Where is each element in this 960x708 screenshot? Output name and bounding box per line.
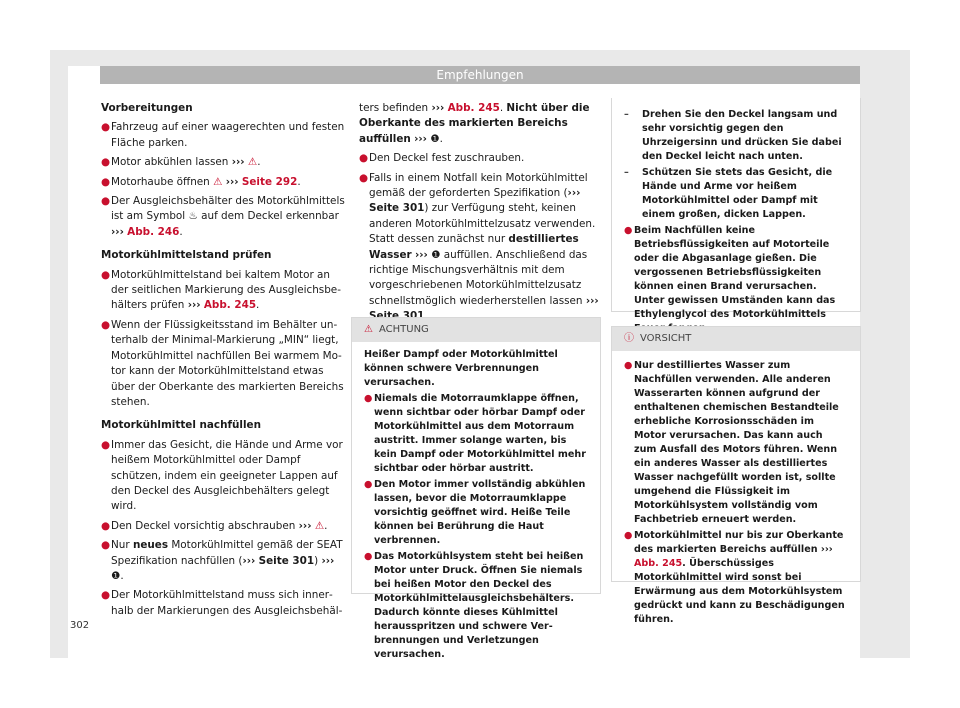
reference-arrow-icon: ›››: [567, 187, 581, 200]
bullet-icon: ●: [101, 268, 111, 281]
list-item: – Schützen Sie stets das Gesicht, die Hände und Arme vor heißem Motorkühlmittel oder Dampf mit einem großen, dicken Lappen.: [624, 167, 833, 220]
warning-triangle-icon[interactable]: ⚠: [247, 156, 258, 169]
warning-header: ⚠ ACHTUNG: [352, 318, 600, 342]
warning-box-continued: [611, 98, 861, 320]
bullet-icon: ●: [624, 360, 633, 371]
bullet-icon: ●: [101, 589, 111, 602]
figure-reference-link[interactable]: Abb. 245: [203, 299, 257, 312]
bullet-icon: ●: [359, 171, 369, 184]
list-item: ●Wenn der Flüssigkeitsstand im Behälter unterhalb der Minimal-Markierung „MIN“ liegt, Motorkühlmittel nachfüllen Bei warmem Motor kann der Motorkühlmittelstand etwas über der Oberkante des markierten Bereichs stehen.: [101, 318, 344, 408]
reference-arrow-icon: ›››: [414, 132, 427, 145]
page-number: 302: [70, 620, 90, 631]
figure-reference-link[interactable]: Abb. 245: [447, 102, 500, 114]
warning-triangle-icon[interactable]: ⚠: [213, 175, 223, 188]
list-item: ●Motorhaube öffnen ⚠ ››› Seite 292.: [101, 175, 346, 190]
column-1: [101, 101, 346, 619]
list-item: ● Beim Nachfüllen keine Betriebsflüssigkeiten auf Motorteile oder die Abgasanlage gießen. Die vergossenen Betriebsflüssigkeiten können einen Brand verursachen. Unter gewissen Umständen kann das Ethylenglycol des Motorkühlmittels: [624, 225, 836, 320]
reference-arrow-icon: ›››: [820, 544, 833, 555]
bullet-icon: ●: [364, 551, 373, 562]
reference-arrow-icon: ›››: [321, 554, 335, 567]
caution-body: [612, 351, 860, 635]
reference-arrow-icon: ›››: [431, 102, 445, 114]
heading-vorbereitungen: Vorbereitungen: [101, 102, 193, 114]
caution-header: ⓘ VORSICHT: [612, 327, 860, 351]
page-reference-link[interactable]: Seite 301: [258, 554, 315, 567]
page-reference-link[interactable]: Seite 301: [369, 202, 425, 215]
dash-bullet-icon: –: [624, 167, 629, 178]
bullet-icon: ●: [101, 156, 111, 169]
bullet-icon: ●: [101, 175, 111, 188]
reference-arrow-icon: ›››: [187, 299, 201, 312]
list-item: ● Das Motorkühlsystem steht bei heißen Motor unter Druck. Öffnen Sie niemals bei heißen Motor den Deckel des Motorkühlmittelausgleichsbehälters. Dadurch könnte dieses Kühlmittel herausspritzen und schwere Verbrennungen und Verletzungen verursachen.: [364, 551, 584, 660]
list-item: ●Den Deckel vorsichtig abschrauben ››› ⚠.: [101, 519, 346, 534]
info-circle-icon: ❶: [430, 132, 440, 145]
reference-arrow-icon: ›››: [231, 156, 245, 169]
bullet-icon: ●: [624, 530, 633, 541]
page-reference-link[interactable]: Seite 292: [241, 175, 298, 188]
bullet-icon: ●: [101, 438, 111, 451]
warning-triangle-icon[interactable]: ⚠: [314, 519, 325, 532]
list-item: ●Falls in einem Notfall kein Motorkühlmittel gemäß der geforderten Spezifikation (››› Seite 301) zur Verfügung steht, keinen anderen Motorkühlmittelzusatz verwenden. Statt dessen zunächst nur destilliertes Wasser ››› ❶ auffüllen. Anschließend das richtige Mischungsverhältnis mit dem vorgeschriebenen Motorkühlmittelzusatz schnellstmöglich wiederherstellen lassen ›››: [359, 171, 602, 325]
bullet-icon: ●: [101, 519, 111, 532]
list-item: ●Der Motorkühlmittelstand muss sich innerhalb der Markierungen des Ausgleichsbehäl-: [101, 589, 343, 617]
list-item: ●Fahrzeug auf einer waagerechten und festen Fläche parken.: [101, 121, 345, 149]
paragraph-continued: ters befinden ››› Abb. 245. Nicht über die Oberkante des markierten Bereichs auffüllen ››› ❶.: [359, 102, 590, 145]
heading-pruefen: Motorkühlmittelstand prüfen: [101, 249, 272, 262]
reference-arrow-icon: ›››: [242, 554, 256, 567]
warning-triangle-icon: ⚠: [364, 324, 373, 335]
bullet-icon: ●: [101, 318, 111, 331]
caution-box-vorsicht: [611, 326, 861, 625]
warning-box-achtung: [351, 317, 601, 660]
list-item: ● Motorkühlmittel nur bis zur Oberkante des markierten Bereichs auffüllen ››› Abb. 245. Überschüssiges Motorkühlmittel wird sonst bei Erwärmung aus dem Motorkühlsystem gedrückt und kann zu Beschädigungen führen.: [624, 530, 845, 625]
bullet-icon: ●: [624, 225, 633, 236]
column-2: [359, 101, 602, 325]
warning-body: [612, 98, 860, 344]
reference-arrow-icon: ›››: [225, 175, 239, 188]
list-item: ● Nur destilliertes Wasser zum Nachfüllen verwenden. Alle anderen Wasserarten können aufgrund der enthaltenen chemischen Bestandteile erhebliche Korrosionsschäden im Motor verursachen. Das kann auch zum Ausfall des Motors führen. Wenn ein anderes Wasser als destilliertes Wasser nachgefüllt worden ist, sollte umgehend die Flüssigkeit im Motorkühlsystem vollständig vom Fachbetrieb erneuert werden.: [624, 360, 839, 525]
reference-arrow-icon: ›››: [414, 248, 428, 261]
list-item: ● Den Motor immer vollständig abkühlen lassen, bevor die Motorraumklappe vorsichtig geöffnet wird. Heiße Teile können bei Berührung die Haut verbrennen.: [364, 479, 586, 546]
warning-body: Heißer Dampf oder Motorkühlmittel können schwere Verbrennungen verursachen. ● Niemals die Motorraumklappe öffnen, wenn sichtbar oder hörbar Dampf oder Motorkühlmittel aus dem Motorraum austritt. Immer solange warten, bis kein Dampf oder Motorkühlmittel mehr sichtbar oder hörbar austritt. ● Den Motor immer vollständig abkühlen lassen, bevor die Motorraumklappe vorsichtig geöffnet wird. Heiße Teile können bei Berührung die Haut verbrennen. ● Das Motorkühlsystem steht bei heißen Motor unter Druck. Öffnen Sie niemals bei heißen Motor den Deckel des Motorkühlmittelausgleichsbehälters. Dadurch könnte dieses Kühlmittel herausspritzen und schwere Verbrennungen und Verletzungen verursachen.: [352, 342, 600, 670]
list-item: ●Motor abkühlen lassen ››› ⚠.: [101, 155, 346, 170]
reference-arrow-icon: ›››: [298, 519, 312, 532]
reference-arrow-icon: ›››: [585, 294, 599, 307]
bullet-icon: ●: [101, 195, 111, 208]
section-header: Empfehlungen: [100, 66, 860, 84]
list-item: – Drehen Sie den Deckel langsam und sehr vorsichtig gegen den Uhrzeigersinn und drücken Sie dabei den Deckel leicht nach unten.: [624, 109, 842, 162]
bullet-icon: ●: [359, 152, 369, 165]
list-item: ●Nur neues Motorkühlmittel gemäß der SEAT Spezifikation nachfüllen (››› Seite 301) ››› ❶.: [101, 539, 343, 582]
list-item: ●Motorkühlmittelstand bei kaltem Motor an der seitlichen Markierung des Ausgleichsbehälters prüfen ››› Abb. 245.: [101, 268, 341, 312]
figure-reference-link[interactable]: Abb. 246: [127, 225, 180, 238]
list-item: ● Niemals die Motorraumklappe öffnen, wenn sichtbar oder hörbar Dampf oder Motorkühlmittel aus dem Motorraum austritt. Immer solange warten, bis kein Dampf oder Motorkühlmittel mehr sichtbar oder hörbar austritt.: [364, 393, 586, 474]
bullet-icon: ●: [101, 121, 111, 134]
bullet-icon: ●: [364, 479, 373, 490]
list-item: ●Immer das Gesicht, die Hände und Arme vor heißem Motorkühlmittel oder Dampf schützen, indem ein geeigneter Lappen auf den Deckel des Ausgleichbehälters gelegt wird.: [101, 438, 343, 513]
reference-arrow-icon: ›››: [111, 225, 124, 238]
list-item: ●Den Deckel fest zuschrauben.: [359, 151, 602, 166]
info-circle-icon: ❶: [111, 569, 121, 582]
bullet-icon: ●: [101, 539, 111, 552]
figure-reference-link[interactable]: Abb. 245: [634, 558, 683, 569]
info-circle-icon: ⓘ: [624, 333, 634, 344]
bullet-icon: ●: [364, 393, 373, 404]
coolant-symbol-icon: ♨: [188, 210, 198, 223]
list-item: ●Der Ausgleichsbehälter des Motorkühlmittels ist am Symbol ♨ auf dem Deckel erkennbar ››› Abb. 246.: [101, 195, 345, 238]
heading-nachfuellen: Motorkühlmittel nachfüllen: [101, 419, 261, 432]
info-circle-icon: ❶: [431, 248, 441, 261]
dash-bullet-icon: –: [624, 109, 629, 120]
